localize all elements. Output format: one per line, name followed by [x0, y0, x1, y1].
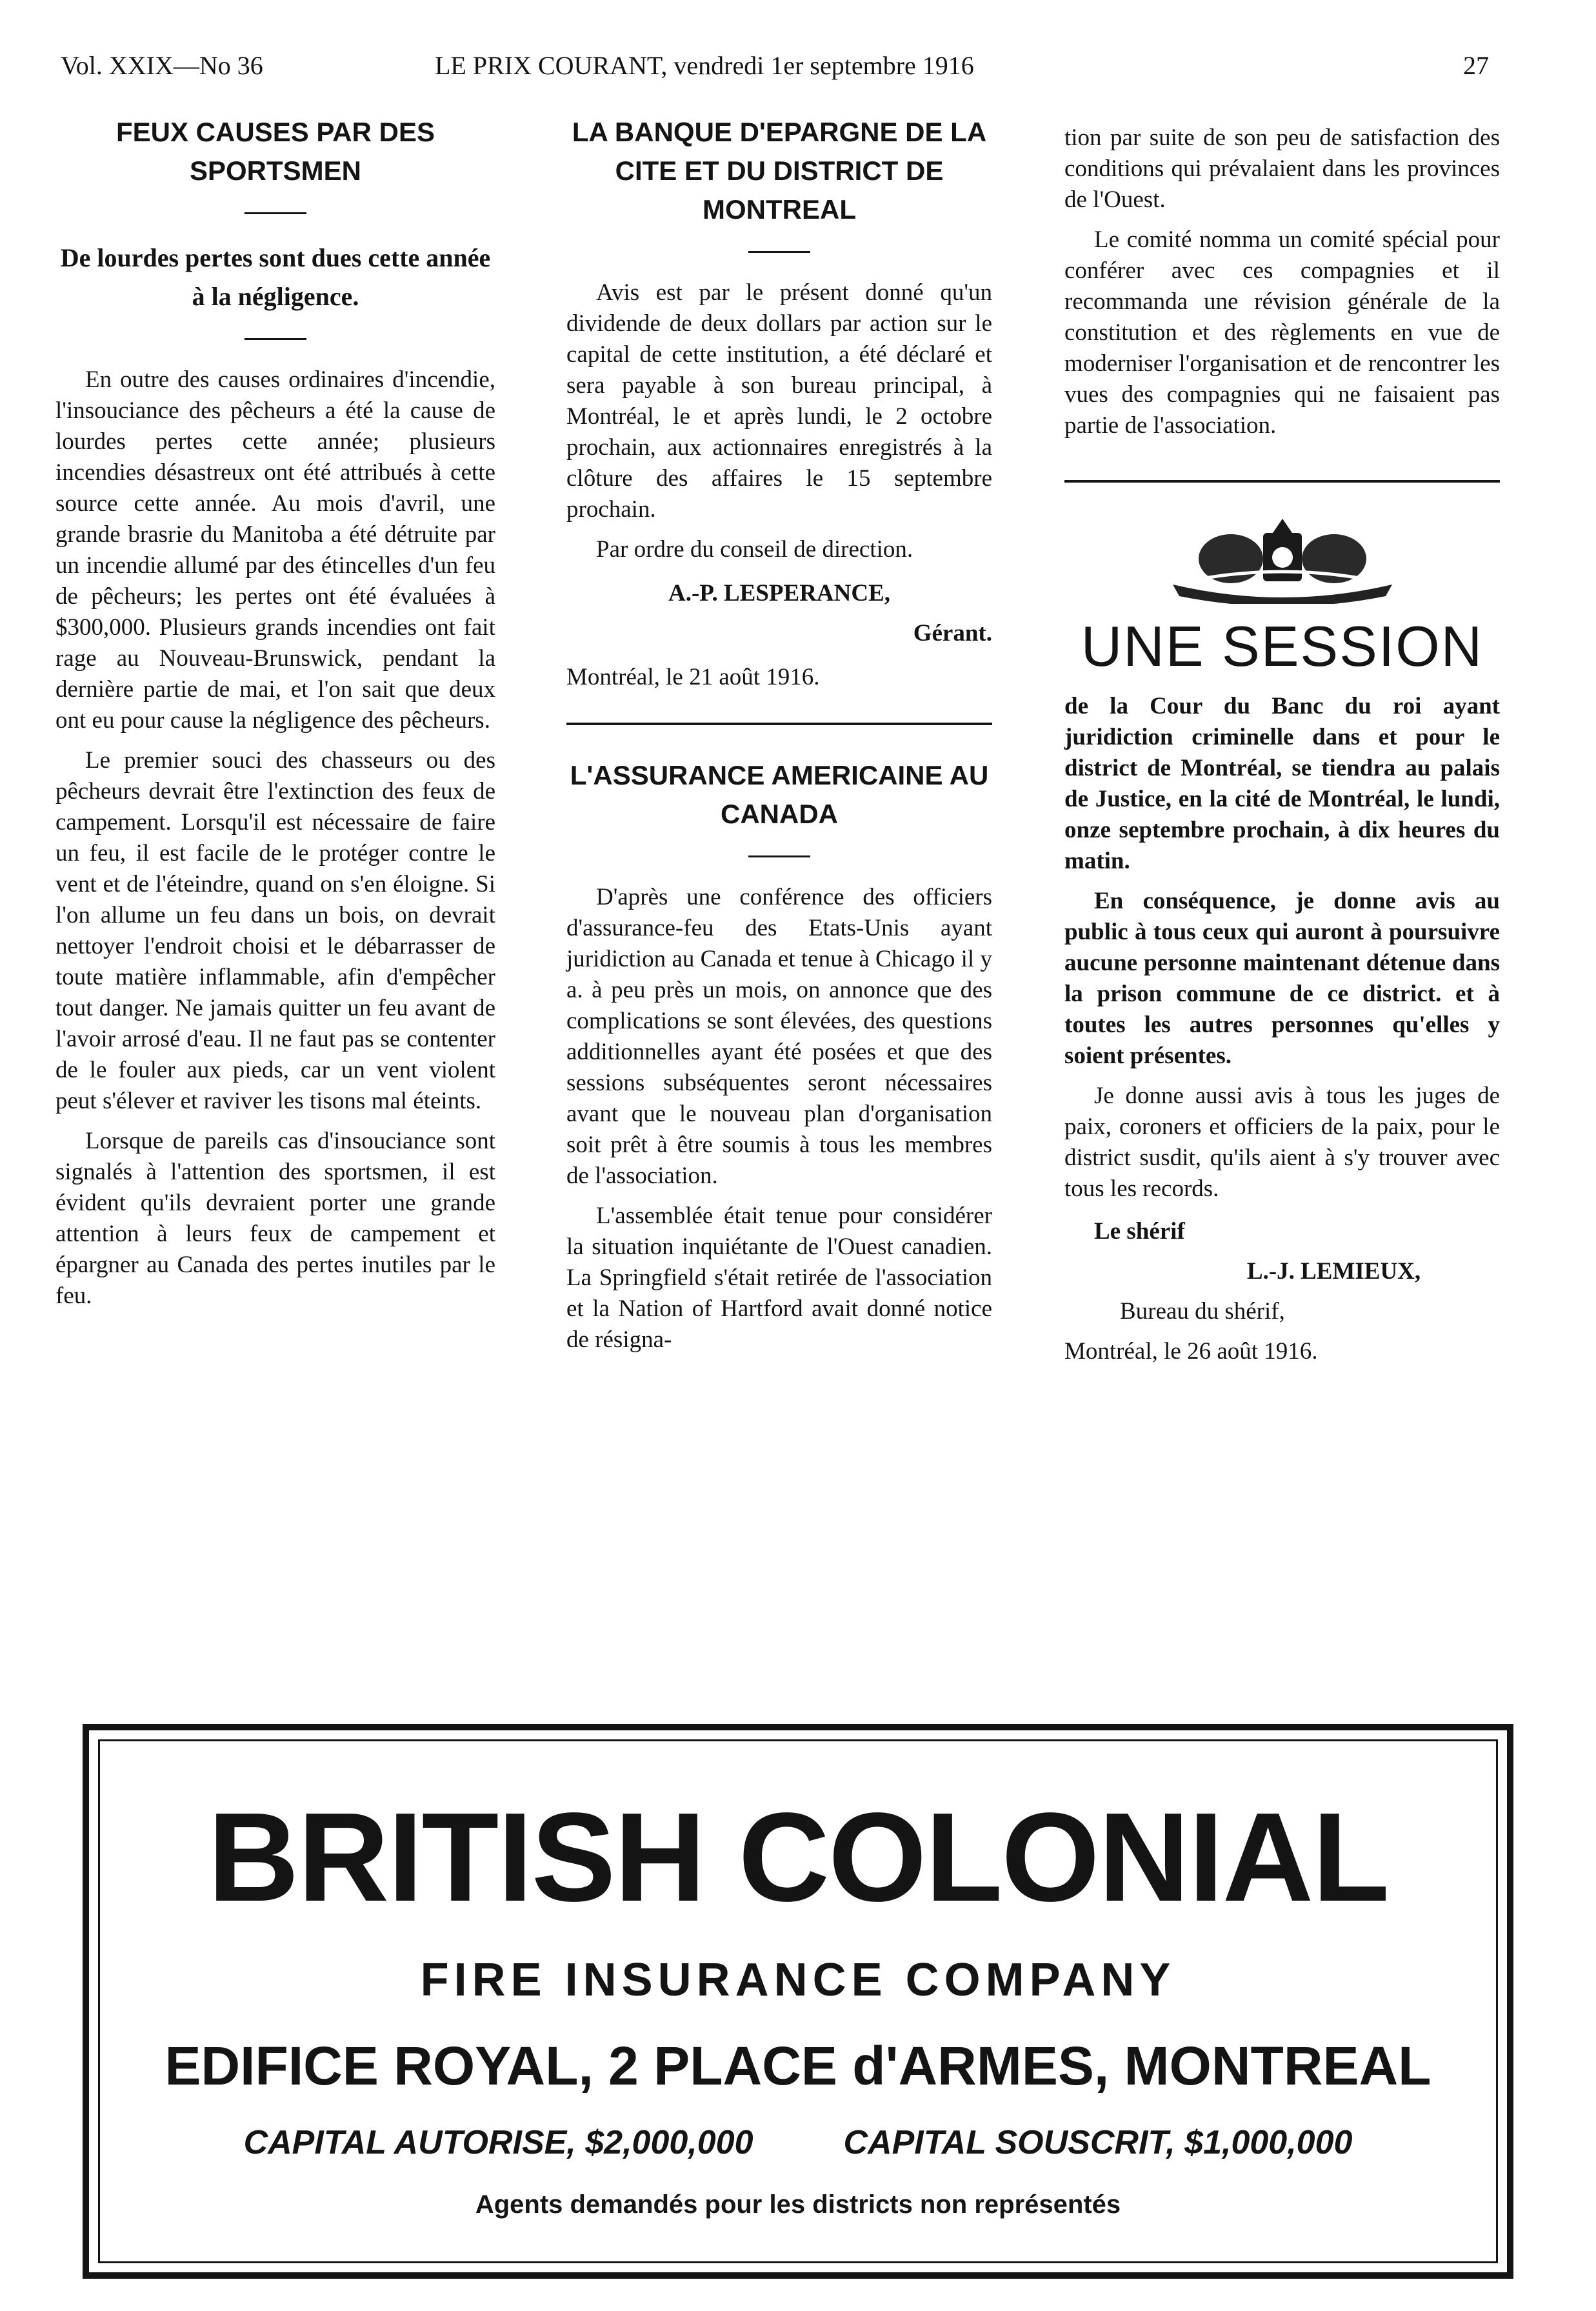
- divider-dash: [244, 212, 306, 214]
- bank-role: Gérant.: [913, 620, 992, 646]
- ad-company-type: FIRE INSURANCE COMPANY: [420, 1954, 1176, 2006]
- column-3: [1064, 123, 1500, 1376]
- ad-company-name: BRITISH COLONIAL: [208, 1786, 1388, 1928]
- paragraph: Par ordre du conseil de direction.: [596, 536, 913, 563]
- royal-arms-emblem: [1064, 514, 1500, 607]
- sheriff-office: Bureau du shérif,: [1120, 1298, 1285, 1325]
- article-title-insurance: L'ASSURANCE AMERICAINE AU CANADA: [570, 760, 989, 829]
- paragraph: Lorsque de pareils cas d'insouciance sont signalés à l'attention des sportsmen, il est évident qu'ils devraient porter une grande attention à leurs feux de campement et épargner au Canada des pertes inutiles par le feu.: [55, 1128, 495, 1309]
- ad-capital-subscribed: CAPITAL SOUSCRIT, $1,000,000: [843, 2124, 1353, 2161]
- article-subtitle-fires: De lourdes pertes sont dues cette année à la négligence.: [60, 243, 491, 311]
- paragraph: Avis est par le présent donné qu'un dividende de deux dollars par action sur le capital de cette institution, a été déclaré et sera payable à son bureau principal, à Montréal, le et après lundi, le 2 octobre prochain, aux actionnaires enregistrés à la clôture des affaires le 15 septembre prochain.: [566, 279, 992, 523]
- running-title: LE PRIX COURANT, vendredi 1er septembre 1916: [435, 51, 974, 80]
- paragraph: Le premier souci des chasseurs ou des pêcheurs devrait être l'extinction des feux de campement. Lorsqu'il est nécessaire de faire un feu, il est facile de le protéger contre le vent et de l'éteindre, quand on s'en éloigne. Si l'on allume un feu dans un bois, on devrait nettoyer l'endroit choisi et le débarrasser de toute matière inflammable, afin d'empêcher tout danger. Ne jamais quitter un feu avant de l'avoir arrosé d'eau. Il ne faut pas se contenter de le fouler aux pieds, car un vent violent peut s'élever et raviver les tisons mal éteints.: [55, 747, 495, 1114]
- paragraph: En outre des causes ordinaires d'incendie, l'insouciance des pêcheurs a été la cause de lourdes pertes cette année; plusieurs incendies désastreux ont été attribués à cette source cette année. Au mois d'avril, une grande brasrie du Manitoba a été détruite par un incendie allumé par des étincelles d'un feu de pêcheurs; les pertes ont été évaluées à $300,000. Plusieurs grands incendies ont fait rage au Nouveau-Brunswick, pendant la dernière partie de mai, et l'on sait que deux ont eu pour cause la négligence des pêcheurs.: [55, 366, 495, 734]
- paragraph: L'assemblée était tenue pour considérer la situation inquiétante de l'Ouest canadien. La Springfield s'était retirée de l'association et la Nation of Hartford avait donné notice de résigna-: [566, 1203, 992, 1353]
- paragraph: de la Cour du Banc du roi ayant juridiction criminelle dans et pour le district de Montréal, se tiendra au palais de Justice, en la cité de Montréal, le lundi, onze septembre prochain, à dix heures du matin.: [1064, 693, 1500, 874]
- volume-number: Vol. XXIX—No 36: [61, 51, 263, 80]
- divider-dash: [244, 338, 306, 340]
- column-1: [55, 113, 495, 1321]
- paragraph: En conséquence, je donne avis au public à tous ceux qui auront à poursuivre aucune personne maintenant détenue dans la prison commune de ce district. et à toutes les autres personnes qu'elles y soient présentes.: [1064, 888, 1500, 1069]
- sheriff-name: L.-J. LEMIEUX,: [1246, 1258, 1421, 1285]
- column-2: [566, 113, 992, 1365]
- divider-dash: [748, 251, 810, 253]
- paragraph: Je donne aussi avis à tous les juges de paix, coroners et officiers de la paix, pour le district susdit, qu'ils aient à s'y trouver avec tous les records.: [1064, 1083, 1500, 1202]
- article-title-fires: FEUX CAUSES PAR DES SPORTSMEN: [116, 117, 435, 186]
- paragraph: tion par suite de son peu de satisfaction des conditions qui prévalaient dans les provinces de l'Ouest.: [1064, 125, 1500, 213]
- article-title-bank: LA BANQUE D'EPARGNE DE LA CITE ET DU DISTRICT DE MONTREAL: [572, 117, 987, 225]
- bank-signature: A.-P. LESPERANCE,: [668, 580, 891, 606]
- ad-inner-border: [98, 1739, 1498, 2263]
- session-title: UNE SESSION: [1081, 614, 1484, 678]
- advertisement-british-colonial: [83, 1724, 1513, 2279]
- divider-dash: [748, 855, 810, 857]
- paragraph: Le comité nomma un comité spécial pour conférer avec ces compagnies et il recommanda une révision générale de la constitution et des règlements en vue de moderniser l'organisation et de rencontrer les vues des compagnies qui ne faisaient pas partie de l'association.: [1064, 226, 1500, 439]
- ad-capital-authorized: CAPITAL AUTORISE, $2,000,000: [243, 2124, 753, 2161]
- sheriff-title: Le shérif: [1094, 1218, 1185, 1245]
- paragraph: D'après une conférence des officiers d'assurance-feu des Etats-Unis ayant juridiction au Canada et tenue à Chicago il y a. à peu près un mois, on annonce que des complications se sont élevées, des questions additionnelles ayant été posées et que des sessions subséquentes seront nécessaires avant que le nouveau plan d'organisation soit prêt à être soumis à tous les membres de l'association.: [566, 884, 992, 1189]
- sheriff-date: Montréal, le 26 août 1916.: [1064, 1338, 1318, 1365]
- ad-agents-wanted: Agents demandés pour les districts non représentés: [475, 2190, 1121, 2219]
- section-rule: [1064, 480, 1500, 483]
- page-number: 27: [1463, 51, 1489, 80]
- ad-address: EDIFICE ROYAL, 2 PLACE d'ARMES, MONTREAL: [165, 2036, 1431, 2096]
- bank-date: Montréal, le 21 août 1916.: [566, 664, 820, 690]
- section-rule: [566, 723, 992, 725]
